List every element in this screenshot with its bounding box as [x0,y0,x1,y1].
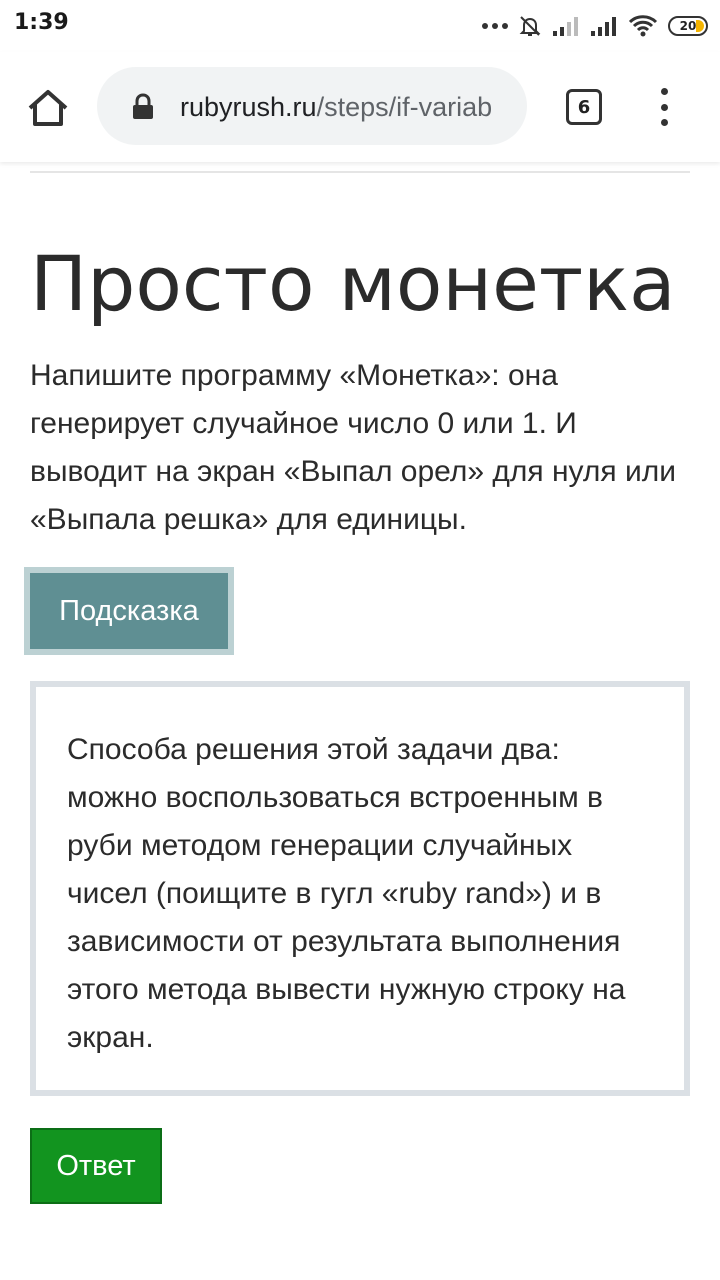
wifi-icon [628,15,658,37]
battery-level: 20 [679,19,697,33]
tab-count: 6 [577,96,591,118]
url-text[interactable] [180,92,510,123]
home-icon[interactable] [24,84,72,132]
hint-button[interactable]: Подсказка [24,567,234,655]
task-description: Напишите программу «Монетка»: она генерирует случайное число 0 или 1. И выводит на экран «Выпал орел» для нуля или «Выпала решка» для единицы. [30,359,676,536]
address-bar[interactable] [97,67,527,145]
hint-text: Способа решения этой задачи два: можно воспользоваться встроенным в руби методом генерации случайных чисел (поищите в гугл «ruby rand») и в зависимости от результата выполнения этого метода вывести нужную строку на экран. [67,733,626,1054]
answer-button[interactable]: Ответ [30,1128,162,1204]
battery-icon [668,16,708,36]
menu-icon[interactable] [652,88,676,126]
status-bar [0,0,720,52]
tabs-button[interactable] [566,89,602,125]
status-time: 1:39 [14,10,69,35]
browser-toolbar [0,52,720,162]
status-icons [482,12,708,40]
signal-icon [552,15,580,37]
lock-icon [131,93,155,121]
divider [30,171,690,173]
url-path: /steps/if-variab [316,92,493,122]
bell-muted-icon [518,14,542,38]
page-title: Просто монетка [30,239,676,328]
url-domain: rubyrush.ru [180,92,317,122]
signal-icon [590,15,618,37]
hint-panel [30,681,690,1096]
more-dots-icon [482,23,508,29]
